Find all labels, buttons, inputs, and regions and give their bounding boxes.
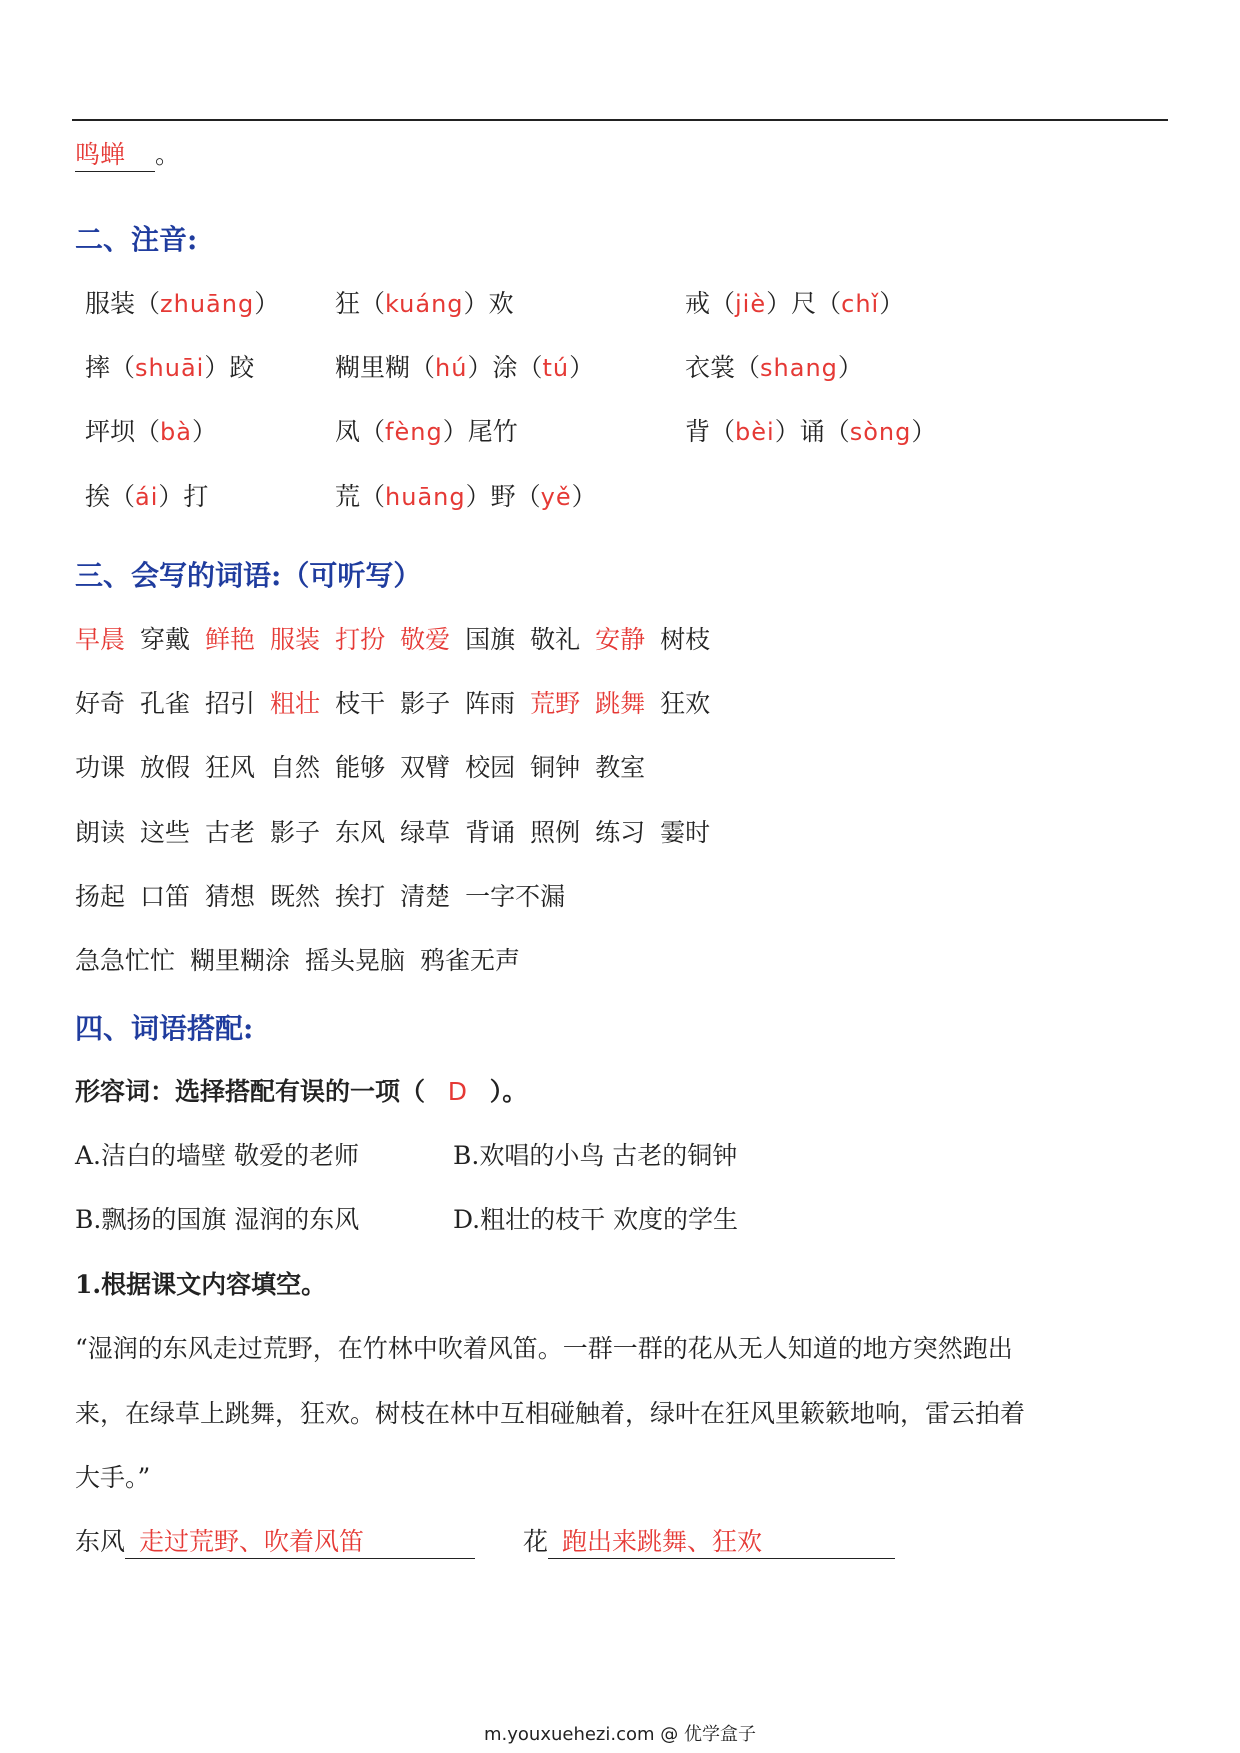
word-item: 双臂 [400, 753, 451, 782]
word-item: 影子 [400, 689, 451, 718]
word-item: 校园 [465, 753, 516, 782]
fill-title: 1.根据课文内容填空。 [75, 1270, 327, 1299]
word-item: 这些 [140, 818, 191, 847]
word-item: 扬起 [75, 882, 126, 911]
word-item: 树枝 [660, 625, 711, 654]
pinyin-text: ）尾竹 [442, 417, 518, 446]
pinyin-answer: chǐ [841, 290, 880, 318]
word-item: 古老 [205, 818, 256, 847]
word-item: 摇头晃脑 [305, 946, 406, 975]
pinyin-text: 摔（ [85, 353, 136, 382]
word-item: 鸦雀无声 [420, 946, 521, 975]
word-item: 粗壮 [270, 689, 321, 718]
pinyin-text: ） [879, 289, 905, 318]
word-item: 朗读 [75, 818, 126, 847]
pinyin-answer: kuáng [385, 290, 464, 318]
pinyin-item [335, 477, 597, 513]
section3-title: 三、会写的词语:（可听写） [75, 559, 422, 592]
pinyin-answer: fèng [385, 418, 443, 446]
pinyin-item [335, 412, 518, 448]
q1-label: 东风 [75, 1527, 126, 1556]
word-item: 枝干 [335, 689, 386, 718]
word-item: 教室 [595, 753, 646, 782]
word-item: 鲜艳 [205, 625, 256, 654]
word-item: 狂风 [205, 753, 256, 782]
pinyin-text: 凤（ [335, 417, 386, 446]
word-row [75, 684, 725, 720]
option-b: B.欢唱的小鸟 古老的铜钟 [453, 1141, 738, 1170]
word-item: 荒野 [530, 689, 581, 718]
option-d: D.粗壮的枝干 欢度的学生 [453, 1205, 739, 1234]
word-item: 影子 [270, 818, 321, 847]
footer-watermark: m.youxuehezi.com @ 优学盒子 [483, 1724, 756, 1745]
pinyin-item [685, 284, 904, 320]
fill-q1 [75, 1522, 475, 1559]
word-item: 跳舞 [595, 689, 646, 718]
word-item: 国旗 [465, 625, 516, 654]
pinyin-text: ）诵（ [774, 417, 850, 446]
question-text: 形容词：选择搭配有误的一项（ [75, 1077, 426, 1106]
passage-line-3: 大手。” [75, 1463, 151, 1492]
pinyin-answer: zhuāng [160, 290, 255, 318]
pinyin-item [685, 412, 936, 448]
section4-title: 四、词语搭配: [75, 1012, 254, 1045]
pinyin-text: ） [837, 353, 863, 382]
q2-label: 花 [523, 1527, 549, 1556]
word-item: 安静 [595, 625, 646, 654]
word-item: 穿戴 [140, 625, 191, 654]
option-c: B.飘扬的国旗 湿润的东风 [75, 1205, 360, 1234]
word-row [75, 620, 725, 656]
previous-answer: 鸣蝉 [75, 135, 155, 172]
pinyin-text: ） [254, 289, 280, 318]
pinyin-text: 坪坝（ [85, 417, 161, 446]
word-item: 敬礼 [530, 625, 581, 654]
word-item: 招引 [205, 689, 256, 718]
pinyin-answer: shang [760, 354, 838, 382]
word-item: 自然 [270, 753, 321, 782]
pinyin-item [85, 284, 279, 320]
word-item: 孔雀 [140, 689, 191, 718]
word-item: 糊里糊涂 [190, 946, 291, 975]
word-row [75, 748, 660, 784]
pinyin-text: 服装（ [85, 289, 161, 318]
pinyin-text: ） [571, 482, 597, 511]
word-item: 东风 [335, 818, 386, 847]
word-item: 铜钟 [530, 753, 581, 782]
q2-answer: 跑出来跳舞、狂欢 [548, 1522, 895, 1559]
word-item: 早晨 [75, 625, 126, 654]
word-item: 功课 [75, 753, 126, 782]
pinyin-answer: shuāi [135, 354, 205, 382]
passage-line-2: 来，在绿草上跳舞，狂欢。树枝在林中互相碰触着，绿叶在狂风里簌簌地响，雷云拍着 [75, 1399, 1026, 1428]
word-item: 放假 [140, 753, 191, 782]
pinyin-text: ）打 [158, 482, 209, 511]
pinyin-answer: bèi [735, 418, 775, 446]
word-item: 好奇 [75, 689, 126, 718]
pinyin-text: 背（ [685, 417, 736, 446]
word-item: 背诵 [465, 818, 516, 847]
pinyin-text: 衣裳（ [685, 353, 761, 382]
word-item: 练习 [595, 818, 646, 847]
word-item: 一字不漏 [465, 882, 566, 911]
pinyin-text: 荒（ [335, 482, 386, 511]
pinyin-answer: huāng [385, 483, 466, 511]
word-row [75, 941, 535, 977]
pinyin-answer: sòng [849, 418, 912, 446]
word-item: 口笛 [140, 882, 191, 911]
pinyin-text: ） [191, 417, 217, 446]
pinyin-item [85, 412, 217, 448]
pinyin-text: ） [911, 417, 937, 446]
word-item: 急急忙忙 [75, 946, 176, 975]
word-row [75, 813, 725, 849]
pinyin-text: 挨（ [85, 482, 136, 511]
word-item: 清楚 [400, 882, 451, 911]
pinyin-text: 狂（ [335, 289, 386, 318]
word-item: 挨打 [335, 882, 386, 911]
pinyin-text: 糊里糊（ [335, 353, 436, 382]
pinyin-answer: bà [160, 418, 192, 446]
pinyin-text: ）欢 [463, 289, 514, 318]
pinyin-answer: tú [542, 354, 570, 382]
pinyin-item [685, 348, 863, 384]
word-row [75, 877, 580, 913]
section2-title: 二、注音: [75, 223, 198, 256]
pinyin-item [85, 348, 254, 384]
matching-question [75, 1072, 527, 1108]
pinyin-text: ）跤 [204, 353, 255, 382]
question-answer: D [447, 1077, 467, 1106]
word-item: 霎时 [660, 818, 711, 847]
pinyin-answer: jiè [735, 290, 767, 318]
fill-q2 [523, 1522, 895, 1559]
word-item: 绿草 [400, 818, 451, 847]
word-item: 打扮 [335, 625, 386, 654]
pinyin-text: ）尺（ [766, 289, 842, 318]
period: 。 [155, 140, 181, 169]
word-item: 照例 [530, 818, 581, 847]
word-item: 既然 [270, 882, 321, 911]
option-a: A.洁白的墙壁 敬爱的老师 [75, 1141, 359, 1170]
word-item: 服装 [270, 625, 321, 654]
word-item: 敬爱 [400, 625, 451, 654]
word-item: 阵雨 [465, 689, 516, 718]
pinyin-text: ）野（ [465, 482, 541, 511]
pinyin-text: ）涂（ [467, 353, 543, 382]
pinyin-text: ） [569, 353, 595, 382]
word-item: 能够 [335, 753, 386, 782]
pinyin-item [335, 284, 514, 320]
header-divider [72, 119, 1168, 121]
word-item: 狂欢 [660, 689, 711, 718]
passage-line-1: “湿润的东风走过荒野，在竹林中吹着风笛。一群一群的花从无人知道的地方突然跑出 [75, 1334, 1013, 1363]
pinyin-text: 戒（ [685, 289, 736, 318]
pinyin-answer: yě [540, 483, 572, 511]
pinyin-answer: ái [135, 483, 159, 511]
pinyin-answer: hú [435, 354, 468, 382]
question-close: ）。 [489, 1077, 528, 1106]
word-item: 猜想 [205, 882, 256, 911]
pinyin-item [335, 348, 594, 384]
q1-answer: 走过荒野、吹着风笛 [125, 1522, 475, 1559]
previous-answer-line [75, 135, 180, 172]
pinyin-item [85, 477, 208, 513]
